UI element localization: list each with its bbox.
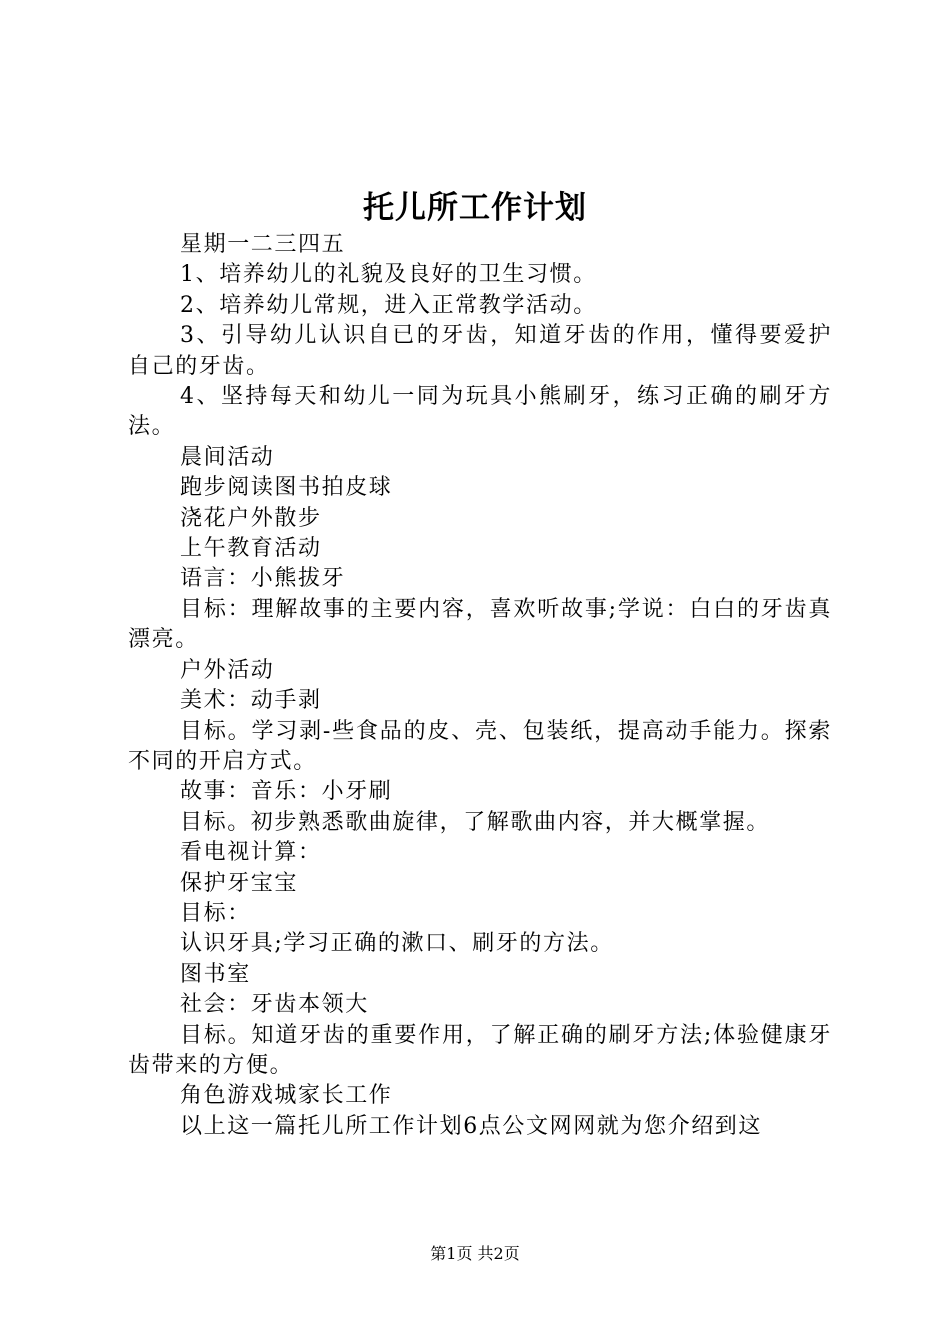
paragraph: 上午教育活动 bbox=[180, 536, 322, 562]
paragraph: 角色游戏城家长工作 bbox=[180, 1083, 393, 1109]
paragraph: 故事：音乐：小牙刷 bbox=[180, 779, 393, 805]
paragraph: 3、引导幼儿认识自已的牙齿，知道牙齿的作用，懂得要爱护自己的牙齿。 bbox=[128, 323, 832, 379]
paragraph: 图书室 bbox=[180, 961, 251, 987]
paragraph: 社会：牙齿本领大 bbox=[180, 992, 369, 1018]
document-title: 托儿所工作计划 bbox=[363, 190, 587, 226]
paragraph: 户外活动 bbox=[180, 657, 275, 683]
paragraph: 1、培养幼儿的礼貌及良好的卫生习惯。 bbox=[180, 262, 597, 288]
paragraph: 晨间活动 bbox=[180, 444, 275, 470]
paragraph: 目标：理解故事的主要内容，喜欢听故事;学说：白白的牙齿真漂亮。 bbox=[128, 596, 832, 653]
paragraph: 保护牙宝宝 bbox=[180, 870, 299, 896]
paragraph: 语言：小熊拔牙 bbox=[180, 566, 346, 592]
document-body bbox=[128, 230, 832, 1142]
paragraph: 目标： bbox=[180, 900, 251, 926]
paragraph: 目标。学习剥-些食品的皮、壳、包装纸，提高动手能力。探索不同的开启方式。 bbox=[128, 718, 832, 774]
paragraph: 目标。知道牙齿的重要作用，了解正确的刷牙方法;体验健康牙齿带来的方便。 bbox=[128, 1022, 832, 1078]
paragraph: 目标。初步熟悉歌曲旋律，了解歌曲内容，并大概掌握。 bbox=[180, 809, 771, 835]
paragraph: 跑步阅读图书拍皮球 bbox=[180, 475, 393, 501]
page-number-footer: 第1页 共2页 bbox=[430, 1244, 520, 1263]
paragraph: 浇花户外散步 bbox=[180, 505, 322, 531]
paragraph: 美术：动手剥 bbox=[180, 688, 322, 714]
paragraph: 看电视计算： bbox=[180, 840, 322, 866]
paragraph: 认识牙具;学习正确的漱口、刷牙的方法。 bbox=[180, 931, 614, 957]
paragraph: 以上这一篇托儿所工作计划6点公文网网就为您介绍到这 bbox=[180, 1113, 762, 1139]
paragraph: 2、培养幼儿常规，进入正常教学活动。 bbox=[180, 292, 597, 318]
paragraph: 星期一二三四五 bbox=[180, 232, 346, 257]
paragraph: 4、坚持每天和幼儿一同为玩具小熊刷牙，练习正确的刷牙方法。 bbox=[128, 384, 832, 440]
